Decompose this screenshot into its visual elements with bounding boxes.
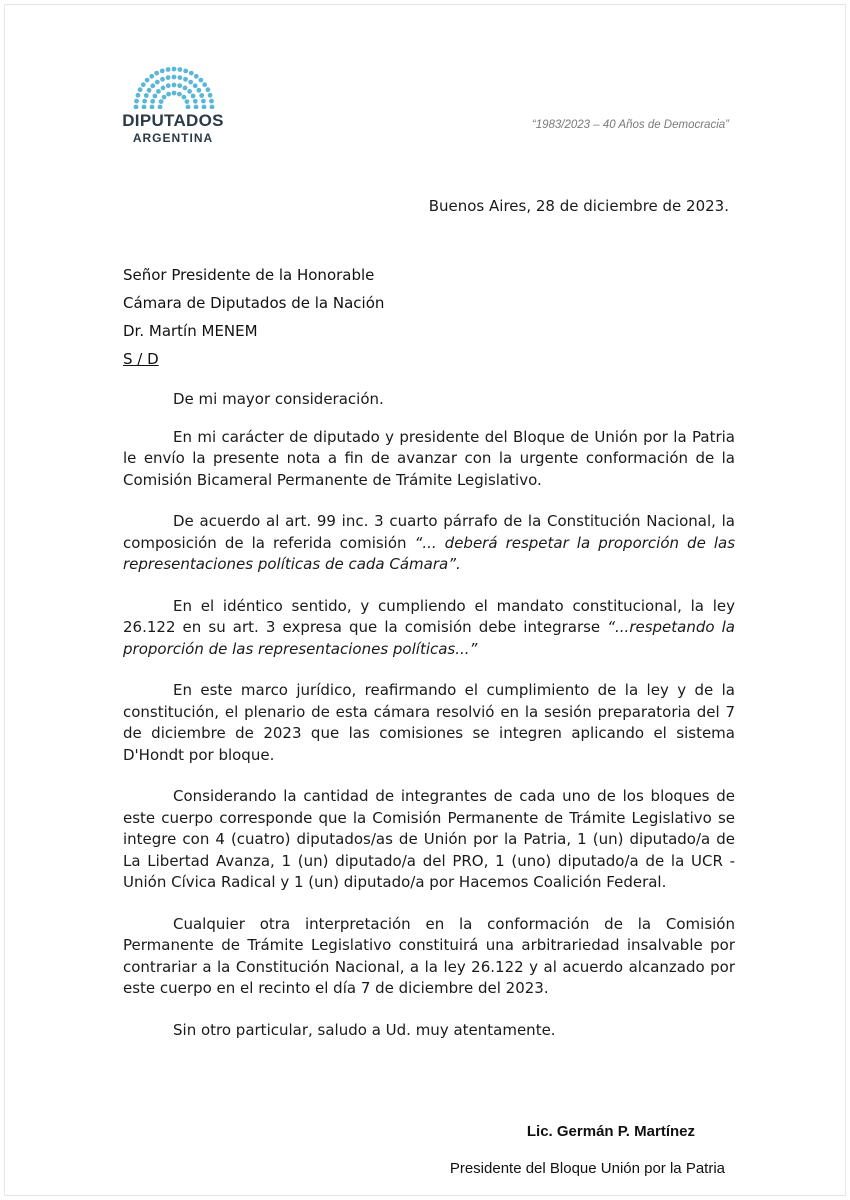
hemicycle-dot bbox=[197, 88, 202, 93]
hemicycle-dot bbox=[177, 92, 182, 97]
hemicycle-dot bbox=[182, 95, 187, 100]
hemicycle-dot bbox=[142, 99, 147, 104]
hemicycle-dot bbox=[150, 105, 155, 109]
hemicycle-dot bbox=[144, 93, 149, 98]
anniversary-motto: “1983/2023 – 40 Años de Democracia” bbox=[531, 119, 729, 131]
signatory-title: Presidente del Bloque Unión por la Patria bbox=[449, 1160, 725, 1177]
signatory-name: Lic. Germán P. Martínez bbox=[526, 1123, 695, 1140]
hemicycle-dot bbox=[159, 99, 164, 104]
hemicycle-dot bbox=[199, 78, 204, 83]
hemicycle-dot bbox=[142, 105, 147, 109]
addressee-sd: S / D bbox=[123, 350, 159, 368]
diputados-logo bbox=[105, 61, 245, 153]
hemicycle-dot bbox=[178, 75, 183, 80]
hemicycle-dot bbox=[147, 88, 152, 93]
parliament-hemicycle-icon bbox=[115, 61, 233, 109]
hemicycle-dot bbox=[191, 94, 196, 99]
hemicycle-dot bbox=[141, 82, 146, 87]
hemicycle-dot bbox=[161, 86, 166, 91]
hemicycle-dot bbox=[134, 105, 139, 109]
hemicycle-dot bbox=[160, 77, 165, 82]
hemicycle-dot bbox=[183, 77, 188, 82]
letter-page bbox=[4, 4, 846, 1196]
body-paragraph: Considerando la cantidad de integrantes de cada uno de los bloques de este cuerpo corresponde que la Comisión Permanente de Trámite Legislativo se integre con 4 (cuatro) diputados/as de Unión por la Patria, 1 (un) diputado/a de La Libertad Avanza, 1 (un) diputado/a del PRO, 1 (uno) diputado/a de la UCR - Unión Cívica Radical y 1 (un) diputado/a por Hacemos Coalición Federal. bbox=[123, 787, 735, 891]
hemicycle-dot bbox=[183, 69, 188, 74]
hemicycle-dot bbox=[193, 83, 198, 88]
logo-title: DIPUTADOS bbox=[122, 111, 224, 130]
hemicycle-dot bbox=[194, 74, 199, 79]
logo-subtitle: ARGENTINA bbox=[132, 131, 214, 145]
hemicycle-dot bbox=[158, 105, 163, 109]
hemicycle-dot bbox=[208, 93, 213, 98]
hemicycle-dot bbox=[172, 75, 177, 80]
hemicycle-dot bbox=[166, 75, 171, 80]
hemicycle-dot bbox=[178, 67, 183, 72]
hemicycle-dot bbox=[201, 99, 206, 104]
hemicycle-dot bbox=[206, 87, 211, 92]
hemicycle-dot bbox=[172, 91, 177, 96]
hemicycle-dot bbox=[202, 105, 207, 109]
body-paragraph: En mi carácter de diputado y presidente del Bloque de Unión por la Patria le envío la presente nota a fin de avanzar con la urgente conformación de la Comisión Bicameral Permanente de Trámite Legislativo. bbox=[123, 427, 735, 489]
hemicycle-dot bbox=[166, 83, 171, 88]
hemicycle-dot bbox=[185, 99, 190, 104]
hemicycle-dot bbox=[153, 94, 158, 99]
hemicycle-dot bbox=[150, 99, 155, 104]
hemicycle-dot bbox=[136, 93, 141, 98]
hemicycle-dot bbox=[134, 99, 139, 104]
hemicycle-dot bbox=[160, 69, 165, 74]
hemicycle-dot bbox=[156, 89, 161, 94]
paragraph-text: En el idéntico sentido, y cumpliendo el mandato constitucional, la ley 26.122 en su art. 3 expresa que la comisión debe integrarse bbox=[123, 596, 735, 636]
hemicycle-dot bbox=[187, 89, 192, 94]
addressee-line: Cámara de Diputados de la Nación bbox=[123, 294, 385, 312]
body-paragraph bbox=[123, 511, 735, 576]
hemicycle-dot bbox=[172, 67, 177, 72]
hemicycle-dot bbox=[166, 92, 171, 97]
hemicycle-dot bbox=[154, 71, 159, 76]
hemicycle-dot bbox=[209, 99, 214, 104]
hemicycle-dot bbox=[183, 86, 188, 91]
hemicycle-dot bbox=[166, 67, 171, 72]
hemicycle-dot bbox=[149, 74, 154, 79]
body-paragraph bbox=[123, 596, 735, 661]
law-quote: “...respetando la proporción de las representaciones políticas...” bbox=[123, 618, 736, 658]
hemicycle-dot bbox=[177, 83, 182, 88]
hemicycle-dot bbox=[186, 105, 191, 109]
hemicycle-dot bbox=[189, 71, 194, 76]
addressee-line: Dr. Martín MENEM bbox=[123, 322, 258, 340]
hemicycle-dot bbox=[172, 83, 177, 88]
body-paragraph: En este marco jurídico, reafirmando el cumplimiento de la ley y de la constitución, el plenario de esta cámara resolvió en la sesión preparatoria del 7 de diciembre de 2023 que las comisiones se integren aplicando el sistema D'Hondt por bloque. bbox=[123, 681, 735, 764]
hemicycle-dot bbox=[162, 95, 167, 100]
letter-body bbox=[123, 389, 735, 1061]
hemicycle-dot bbox=[155, 80, 160, 85]
salutation: De mi mayor consideración. bbox=[173, 390, 384, 408]
addressee-block bbox=[123, 261, 384, 373]
hemicycle-dot bbox=[138, 87, 143, 92]
hemicycle-dot bbox=[199, 93, 204, 98]
addressee-line: Señor Presidente de la Honorable bbox=[123, 266, 375, 284]
hemicycle-dot bbox=[188, 80, 193, 85]
body-paragraph: Cualquier otra interpretación en la conformación de la Comisión Permanente de Trámite Legislativo constituirá una arbitrariedad insalvable por contrariar a la Constitución Nacional, a la ley 26.122 y al acuerdo alcanzado por este cuerpo en el recinto el día 7 de diciembre del 2023. bbox=[123, 914, 735, 997]
hemicycle-dot bbox=[193, 99, 198, 104]
hemicycle-dot bbox=[150, 83, 155, 88]
constitution-quote: “... deberá respetar la proporción de las representaciones políticas de cada Cámara”. bbox=[123, 533, 736, 573]
date-line: Buenos Aires, 28 de diciembre de 2023. bbox=[428, 197, 729, 215]
hemicycle-dot bbox=[202, 82, 207, 87]
hemicycle-dot bbox=[210, 105, 215, 109]
closing-line: Sin otro particular, saludo a Ud. muy atentamente. bbox=[173, 1020, 556, 1039]
hemicycle-dot bbox=[145, 78, 150, 83]
paragraph-text: De acuerdo al art. 99 inc. 3 cuarto párrafo de la Constitución Nacional, la composición de la referida comisión bbox=[123, 512, 735, 552]
hemicycle-dot bbox=[194, 105, 199, 109]
